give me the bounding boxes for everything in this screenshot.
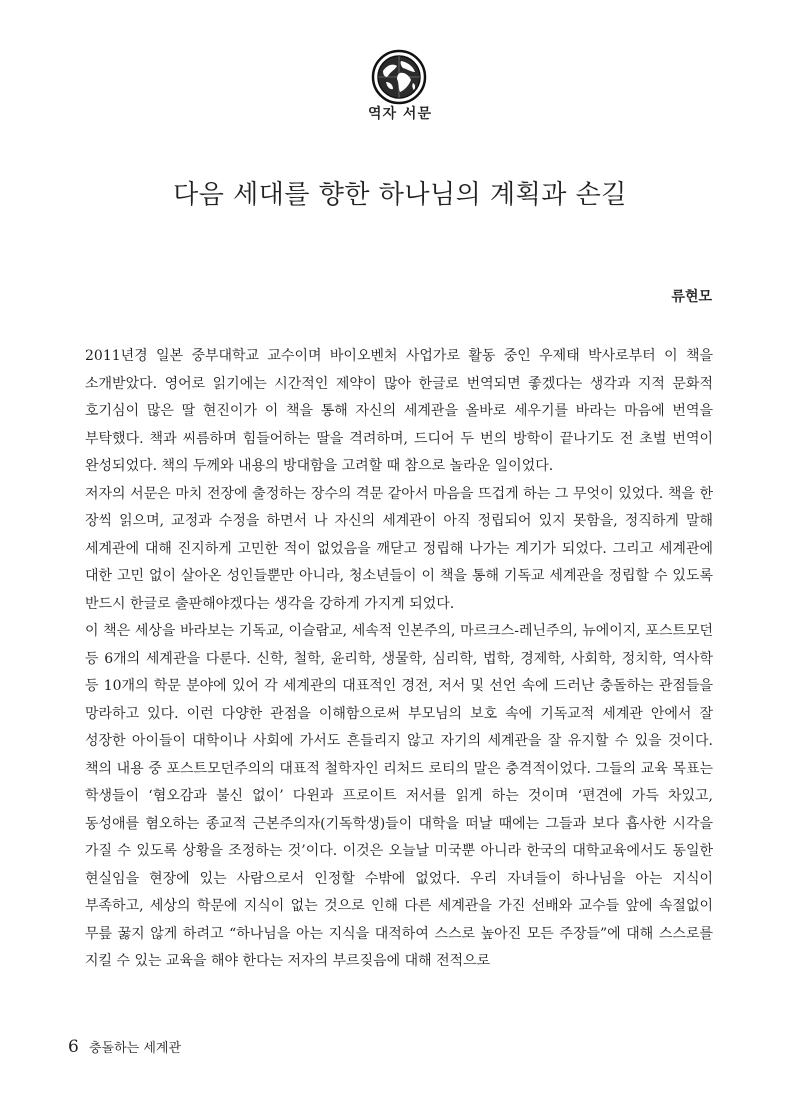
globe-emblem-icon: [371, 49, 427, 105]
paragraph: 2011년경 일본 중부대학교 교수이며 바이오벤처 사업가로 활동 중인 우제태 박사로부터 이 책을 소개받았다. 영어로 읽기에는 시간적인 제약이 많아 한글로 번역되면 좋겠다는 생각과 지적 문화적 호기심이 많은 딸 현진이가 이 책을 통해 자신의 세계관을 올바로 세우기를 바라는 마음에 번역을 부탁했다. 책과 씨름하며 힘들어하는 딸을 격려하며, 드디어 두 번의 방학이 끝나기도 전 초벌 번역이 완성되었다. 책의 두께와 내용의 방대함을 고려할 때 참으로 놀라운 일이었다.: [85, 348, 713, 474]
page-number: 6: [68, 1037, 79, 1057]
author-name: 류현모: [671, 289, 712, 305]
paragraph: 이 책은 세상을 바라보는 기독교, 이슬람교, 세속적 인본주의, 마르크스-레닌주의, 뉴에이지, 포스트모던 등 6개의 세계관을 다룬다. 신학, 철학, 윤리학, 생물학, 심리학, 법학, 경제학, 사회학, 정치학, 역사학 등 10개의 학문 분야에 있어 각 세계관의 대표적인 경전, 저서 및 선언 속에 드러난 충돌하는 관점들을 망라하고 있다. 이런 다양한 관점을 이해함으로써 부모님의 보호 속에 기독교적 세계관 안에서 잘 성장한 아이들이 대학이나 사회에 가서도 흔들리지 않고 자기의 세계관을 잘 유지할 수 있을 것이다. 책의 내용 중 포스트모던주의의 대표적 철학자인 리처드 로티의 말은 충격적이었다. 그들의 교육 목표는 학생들이 ‘혐오감과 불신 없이’ 다윈과 프로이트 저서를 읽게 하는 것이며 ‘편견에 가득 차있고, 동성애를 혐오하는 종교적 근본주의자(기독학생)들이 대학을 떠날 때에는 그들과 보다 흡사한 시각을 가질 수 있도록 상황을 조정하는 것’이다. 이것은 오늘날 미국뿐 아니라 한국의 대학교육에서도 동일한 현실임을 현장에 있는 사람으로서 인정할 수밖에 없었다. 우리 자녀들이 하나님을 아는 지식이 부족하고, 세상의 학문에 지식이 없는 것으로 인해 다른 세계관을 가진 선배와 교수들 앞에 속절없이 무릎 꿇지 않게 하려고 “하나님을 아는 지식을 대적하여 스스로 높아진 모든 주장들”에 대해 스스로를 지킬 수 있는 교육을 해야 한다는 저자의 부르짖음에 대해 전적으로: [85, 623, 713, 969]
body-text: [85, 343, 713, 976]
page-title: 다음 세대를 향한 하나님의 계획과 손길: [173, 180, 627, 210]
footer-book-title: 충돌하는 세계관: [88, 1041, 182, 1056]
paragraph: 저자의 서문은 마치 전장에 출정하는 장수의 격문 같아서 마음을 뜨겁게 하는 그 무엇이 있었다. 책을 한 장씩 읽으며, 교정과 수정을 하면서 나 자신의 세계관이 아직 정립되어 있지 못함을, 정직하게 말해 세계관에 대해 진지하게 고민한 적이 없었음을 깨닫고 정립해 나가는 계기가 되었다. 그리고 세계관에 대한 고민 없이 살아온 성인들뿐만 아니라, 청소년들이 이 책을 통해 기독교 세계관을 정립할 수 있도록 반드시 한글로 출판해야겠다는 생각을 강하게 가지게 되었다.: [85, 485, 713, 612]
section-label: 역자 서문: [368, 106, 432, 122]
page-footer: [68, 1037, 181, 1057]
